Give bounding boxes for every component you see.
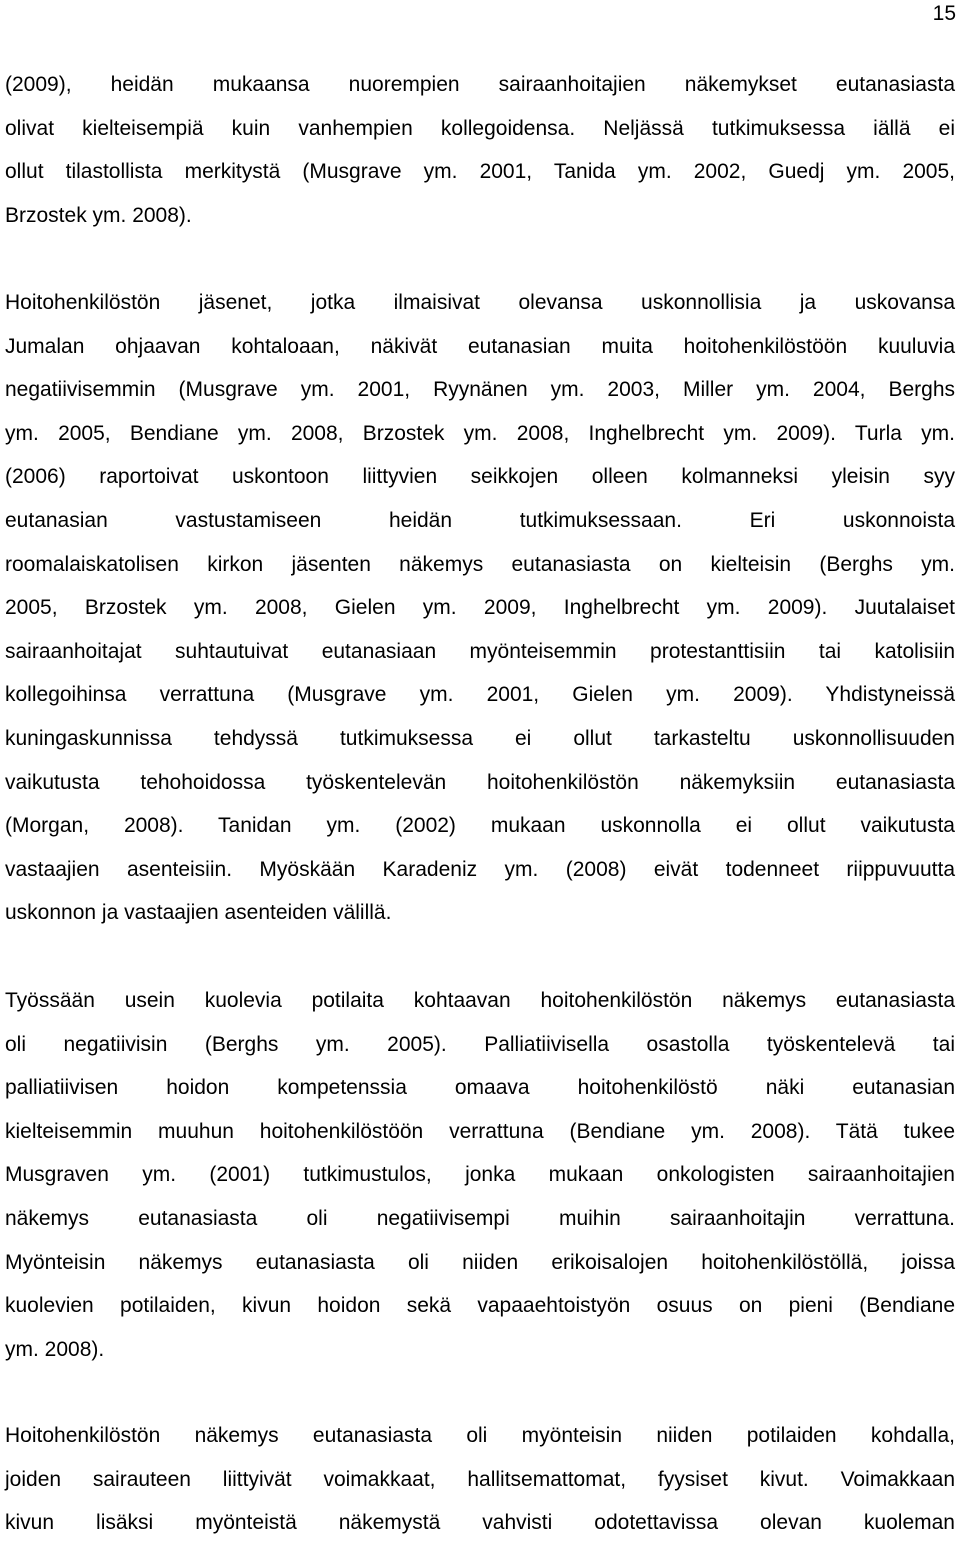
text-line: eutanasian vastustamiseen heidän tutkimuksessaan. Eri uskonnoista: [5, 508, 955, 532]
text-line: ym. 2005, Bendiane ym. 2008, Brzostek ym. 2008, Inghelbrecht ym. 2009). Turla ym.: [5, 421, 955, 445]
text-line: kollegoihinsa verrattuna (Musgrave ym. 2001, Gielen ym. 2009). Yhdistyneissä: [5, 683, 955, 707]
text-line: näkemys eutanasiasta oli negatiivisempi muihin sairaanhoitajin verrattuna.: [5, 1206, 955, 1230]
text-line: (2006) raportoivat uskontoon liittyvien seikkojen olleen kolmanneksi yleisin syy: [5, 465, 955, 489]
text-line: (Morgan, 2008). Tanidan ym. (2002) mukaan uskonnolla ei ollut vaikutusta: [5, 814, 955, 838]
text-line: ollut tilastollista merkitystä (Musgrave ym. 2001, Tanida ym. 2002, Guedj ym. 2005,: [5, 160, 955, 184]
text-line: Hoitohenkilöstön näkemys eutanasiasta oli myönteisin niiden potilaiden kohdalla,: [5, 1424, 955, 1447]
text-line: uskonnon ja vastaajien asenteiden välillä.: [5, 901, 392, 925]
paragraph-1: [5, 63, 955, 237]
text-line: ym. 2008).: [5, 1337, 105, 1361]
text-line: kielteisemmin muuhun hoitohenkilöstöön verrattuna (Bendiane ym. 2008). Tätä tukee: [5, 1119, 955, 1143]
text-line: vaikutusta tehohoidossa työskentelevän hoitohenkilöstön näkemyksiin eutanasiasta: [5, 770, 955, 794]
text-line: oli negatiivisin (Berghs ym. 2005). Palliatiivisella osastolla työskentelevä tai: [5, 1032, 955, 1056]
text-line: (2009), heidän mukaansa nuorempien sairaanhoitajien näkemykset eutanasiasta: [5, 73, 955, 96]
text-line: negatiivisemmin (Musgrave ym. 2001, Ryynänen ym. 2003, Miller ym. 2004, Berghs: [5, 378, 955, 402]
text-line: Myönteisin näkemys eutanasiasta oli niiden erikoisalojen hoitohenkilöstöllä, joissa: [5, 1250, 955, 1274]
paragraph-3: [5, 979, 955, 1371]
text-line: Hoitohenkilöstön jäsenet, jotka ilmaisivat olevansa uskonnollisia ja uskovansa: [5, 291, 955, 314]
text-line: olivat kielteisempiä kuin vanhempien kollegoidensa. Neljässä tutkimuksessa iällä ei: [5, 116, 955, 140]
text-line: Jumalan ohjaavan kohtaloaan, näkivät eutanasian muita hoitohenkilöstöön kuuluvia: [5, 334, 955, 358]
text-line: kuningaskunnissa tehdyssä tutkimuksessa ei ollut tarkasteltu uskonnollisuuden: [5, 726, 955, 750]
text-line: joiden sairauteen liittyivät voimakkaat, hallitsemattomat, fyysiset kivut. Voimakkaan: [5, 1467, 955, 1491]
text-line: vastaajien asenteisiin. Myöskään Karadeniz ym. (2008) eivät todenneet riippuvuutta: [5, 857, 955, 881]
text-line: Musgraven ym. (2001) tutkimustulos, jonka mukaan onkologisten sairaanhoitajien: [5, 1163, 955, 1187]
text-line: kuolevien potilaiden, kivun hoidon sekä vapaaehtoistyön osuus on pieni (Bendiane: [5, 1294, 955, 1318]
text-line: sairaanhoitajat suhtautuivat eutanasiaan myönteisemmin protestanttisiin tai katolisiin: [5, 639, 955, 663]
paragraph-4: [5, 1414, 955, 1545]
text-line: palliatiivisen hoidon kompetenssia omaava hoitohenkilöstö näki eutanasian: [5, 1076, 955, 1100]
page-number: 15: [932, 2, 956, 25]
paragraph-2: [5, 281, 955, 935]
text-line: roomalaiskatolisen kirkon jäsenten näkemys eutanasiasta on kielteisin (Berghs ym.: [5, 552, 955, 576]
text-line: Brzostek ym. 2008).: [5, 203, 192, 227]
text-line: Työssään usein kuolevia potilaita kohtaavan hoitohenkilöstön näkemys eutanasiasta: [5, 989, 955, 1012]
text-line: kivun lisäksi myöntеistä näkemystä vahvisti odotettavissa olevan kuoleman: [5, 1511, 955, 1535]
text-line: 2005, Brzostek ym. 2008, Gielen ym. 2009, Inghelbrecht ym. 2009). Juutalaiset: [5, 596, 955, 620]
